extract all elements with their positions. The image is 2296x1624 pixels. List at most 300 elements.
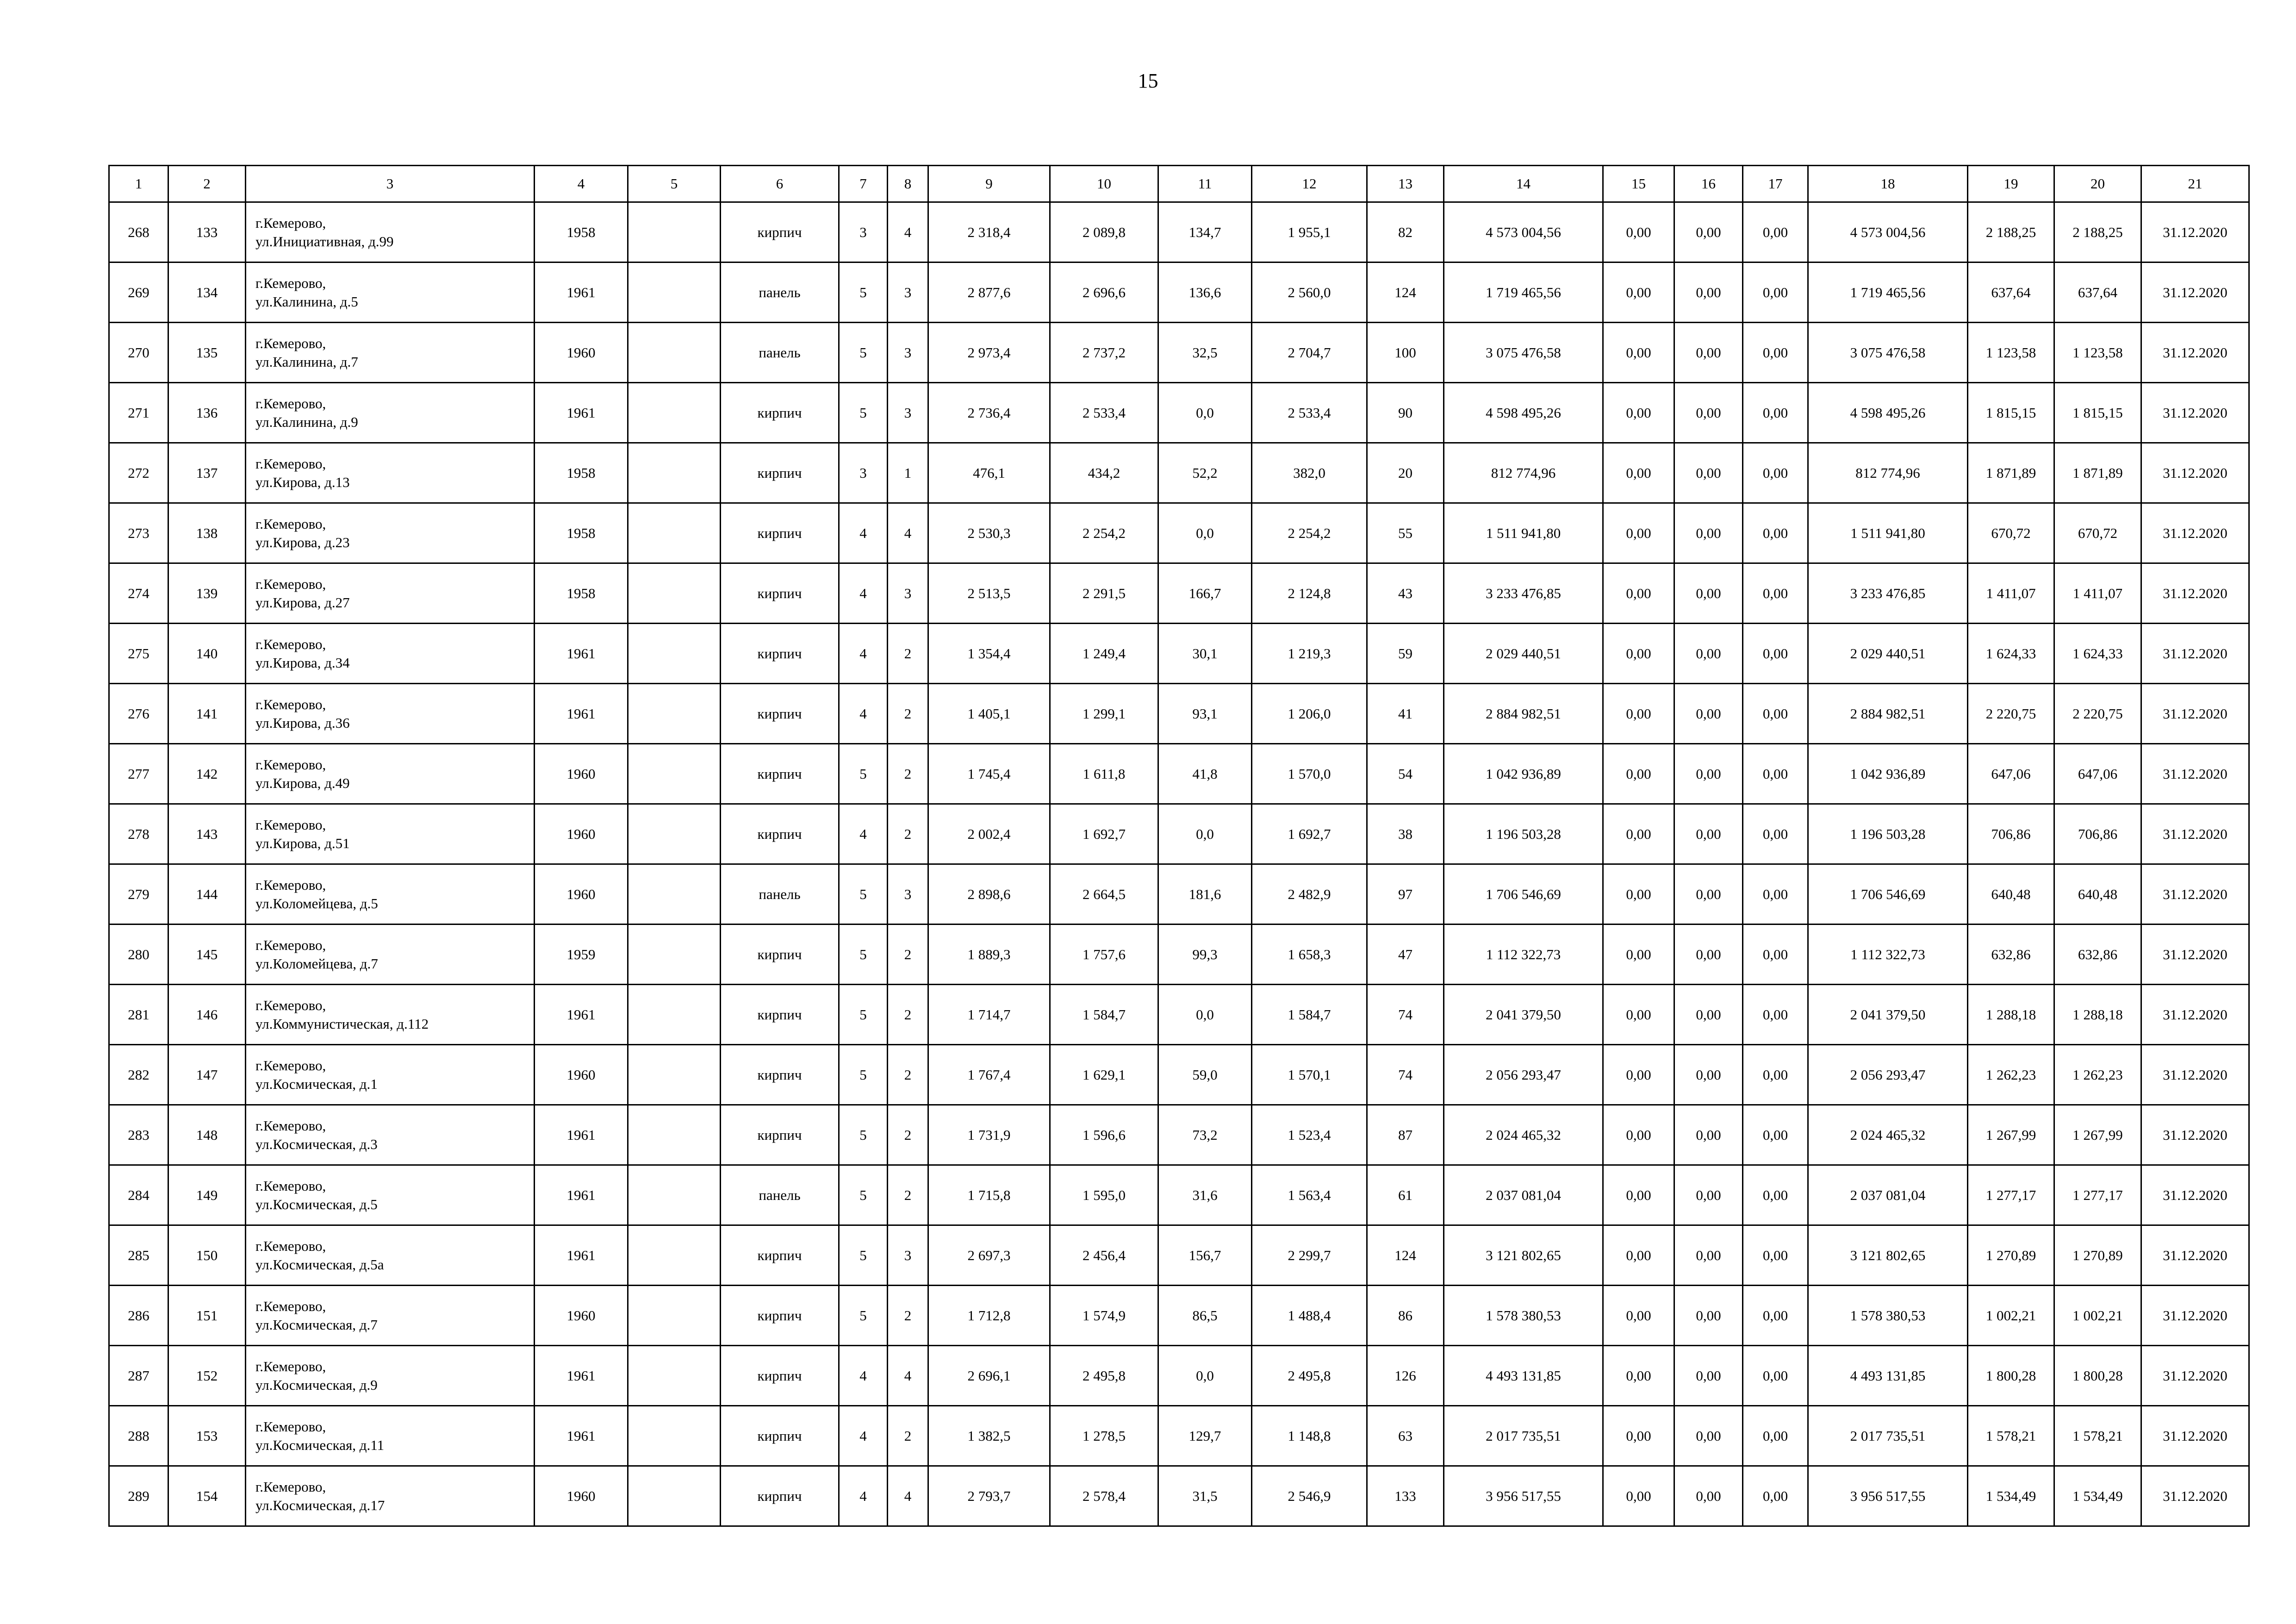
completion-date-cell: 31.12.2020 [2141,924,2249,985]
total-area-cell: 2 697,3 [928,1225,1050,1286]
page-number: 15 [1138,69,1158,92]
address-cell [246,1045,535,1105]
column-5-cell [628,443,721,503]
address-city: г.Кемерово, [255,575,326,592]
address-city: г.Кемерово, [255,1237,326,1254]
cost-local-cell: 0,00 [1743,1346,1808,1406]
wall-material-cell: кирпич [721,804,839,864]
column-5-cell [628,383,721,443]
entrances-count-cell: 4 [888,1346,928,1406]
cost-region-cell: 0,00 [1674,1286,1743,1346]
address-street: ул.Космическая, д.1 [255,1075,378,1092]
completion-date-cell: 31.12.2020 [2141,503,2249,563]
total-area-cell: 1 712,8 [928,1286,1050,1346]
non-living-area-cell: 136,6 [1158,262,1252,323]
living-area-cell: 1 629,1 [1050,1045,1158,1105]
floors-count-cell: 4 [839,503,888,563]
max-cost-per-sqm-cell: 1 277,17 [2054,1165,2141,1225]
list-number-cell: 135 [168,323,246,383]
row-number-cell: 273 [109,503,168,563]
total-cost-cell: 3 075 476,58 [1444,323,1603,383]
cost-region-cell: 0,00 [1674,684,1743,744]
completion-date-cell: 31.12.2020 [2141,744,2249,804]
cost-per-sqm-cell: 2 188,25 [1968,202,2054,262]
non-living-area-cell: 31,6 [1158,1165,1252,1225]
floors-count-cell: 5 [839,1286,888,1346]
completion-date-cell: 31.12.2020 [2141,1225,2249,1286]
floors-count-cell: 5 [839,924,888,985]
row-number-cell: 288 [109,1406,168,1466]
total-area-cell: 1 767,4 [928,1045,1050,1105]
residential-area-cell: 2 124,8 [1252,563,1367,624]
wall-material-cell: кирпич [721,684,839,744]
address-city: г.Кемерово, [255,1478,326,1495]
year-built-cell: 1958 [535,563,628,624]
column-5-cell [628,1466,721,1526]
total-area-cell: 2 530,3 [928,503,1050,563]
row-number-cell: 281 [109,985,168,1045]
residential-area-cell: 2 546,9 [1252,1466,1367,1526]
cost-fund-cell: 0,00 [1603,1165,1674,1225]
address-street: ул.Калинина, д.9 [255,413,358,430]
cost-fund-cell: 0,00 [1603,503,1674,563]
entrances-count-cell: 2 [888,684,928,744]
non-living-area-cell: 181,6 [1158,864,1252,924]
cost-owners-cell: 2 017 735,51 [1808,1406,1968,1466]
residents-count-cell: 90 [1367,383,1444,443]
completion-date-cell: 31.12.2020 [2141,323,2249,383]
living-area-cell: 2 456,4 [1050,1225,1158,1286]
total-cost-cell: 2 884 982,51 [1444,684,1603,744]
housing-registry-table [108,165,2250,1527]
cost-per-sqm-cell: 1 815,15 [1968,383,2054,443]
cost-owners-cell: 4 598 495,26 [1808,383,1968,443]
cost-owners-cell: 1 042 936,89 [1808,744,1968,804]
cost-local-cell: 0,00 [1743,1165,1808,1225]
wall-material-cell: кирпич [721,503,839,563]
cost-local-cell: 0,00 [1743,1466,1808,1526]
cost-local-cell: 0,00 [1743,864,1808,924]
cost-owners-cell: 3 956 517,55 [1808,1466,1968,1526]
row-number-cell: 289 [109,1466,168,1526]
table-body [109,166,2249,1526]
living-area-cell: 2 737,2 [1050,323,1158,383]
row-number-cell: 268 [109,202,168,262]
cost-local-cell: 0,00 [1743,684,1808,744]
max-cost-per-sqm-cell: 1 578,21 [2054,1406,2141,1466]
list-number-cell: 151 [168,1286,246,1346]
residential-area-cell: 1 584,7 [1252,985,1367,1045]
address-city: г.Кемерово, [255,515,326,532]
address-city: г.Кемерово, [255,816,326,833]
column-5-cell [628,744,721,804]
table-header-row [109,166,2249,202]
total-area-cell: 1 382,5 [928,1406,1050,1466]
max-cost-per-sqm-cell: 2 220,75 [2054,684,2141,744]
living-area-cell: 2 495,8 [1050,1346,1158,1406]
year-built-cell: 1960 [535,1286,628,1346]
total-cost-cell: 1 112 322,73 [1444,924,1603,985]
column-5-cell [628,1346,721,1406]
floors-count-cell: 5 [839,262,888,323]
floors-count-cell: 5 [839,1165,888,1225]
column-header-14: 14 [1444,166,1603,202]
address-cell [246,383,535,443]
non-living-area-cell: 0,0 [1158,804,1252,864]
column-header-7: 7 [839,166,888,202]
cost-region-cell: 0,00 [1674,323,1743,383]
cost-local-cell: 0,00 [1743,1286,1808,1346]
cost-fund-cell: 0,00 [1603,383,1674,443]
residential-area-cell: 1 658,3 [1252,924,1367,985]
address-city: г.Кемерово, [255,756,326,773]
non-living-area-cell: 86,5 [1158,1286,1252,1346]
table-row [109,1105,2249,1165]
floors-count-cell: 4 [839,1406,888,1466]
living-area-cell: 1 757,6 [1050,924,1158,985]
address-cell [246,684,535,744]
list-number-cell: 134 [168,262,246,323]
non-living-area-cell: 32,5 [1158,323,1252,383]
column-5-cell [628,1286,721,1346]
entrances-count-cell: 3 [888,383,928,443]
cost-fund-cell: 0,00 [1603,443,1674,503]
entrances-count-cell: 3 [888,262,928,323]
row-number-cell: 279 [109,864,168,924]
address-city: г.Кемерово, [255,636,326,652]
address-city: г.Кемерово, [255,395,326,412]
address-cell [246,1225,535,1286]
address-street: ул.Коломейцева, д.7 [255,955,378,972]
residents-count-cell: 82 [1367,202,1444,262]
address-cell [246,1286,535,1346]
residents-count-cell: 55 [1367,503,1444,563]
address-city: г.Кемерово, [255,1298,326,1314]
residential-area-cell: 1 206,0 [1252,684,1367,744]
entrances-count-cell: 2 [888,1165,928,1225]
max-cost-per-sqm-cell: 1 123,58 [2054,323,2141,383]
wall-material-cell: кирпич [721,202,839,262]
total-cost-cell: 1 196 503,28 [1444,804,1603,864]
living-area-cell: 2 533,4 [1050,383,1158,443]
residents-count-cell: 126 [1367,1346,1444,1406]
year-built-cell: 1961 [535,262,628,323]
cost-per-sqm-cell: 1 270,89 [1968,1225,2054,1286]
table-row [109,1346,2249,1406]
wall-material-cell: кирпич [721,563,839,624]
completion-date-cell: 31.12.2020 [2141,1165,2249,1225]
row-number-cell: 287 [109,1346,168,1406]
cost-per-sqm-cell: 1 123,58 [1968,323,2054,383]
row-number-cell: 280 [109,924,168,985]
wall-material-cell: панель [721,864,839,924]
completion-date-cell: 31.12.2020 [2141,1286,2249,1346]
residential-area-cell: 1 570,0 [1252,744,1367,804]
row-number-cell: 284 [109,1165,168,1225]
max-cost-per-sqm-cell: 1 270,89 [2054,1225,2141,1286]
row-number-cell: 286 [109,1286,168,1346]
living-area-cell: 1 299,1 [1050,684,1158,744]
year-built-cell: 1961 [535,383,628,443]
address-city: г.Кемерово, [255,275,326,291]
address-city: г.Кемерово, [255,937,326,953]
cost-local-cell: 0,00 [1743,202,1808,262]
cost-region-cell: 0,00 [1674,744,1743,804]
completion-date-cell: 31.12.2020 [2141,262,2249,323]
cost-owners-cell: 1 578 380,53 [1808,1286,1968,1346]
column-5-cell [628,924,721,985]
residential-area-cell: 382,0 [1252,443,1367,503]
cost-owners-cell: 3 075 476,58 [1808,323,1968,383]
row-number-cell: 269 [109,262,168,323]
max-cost-per-sqm-cell: 1 534,49 [2054,1466,2141,1526]
total-cost-cell: 1 706 546,69 [1444,864,1603,924]
floors-count-cell: 5 [839,1105,888,1165]
address-city: г.Кемерово, [255,1177,326,1194]
total-area-cell: 2 513,5 [928,563,1050,624]
living-area-cell: 1 249,4 [1050,624,1158,684]
cost-per-sqm-cell: 1 262,23 [1968,1045,2054,1105]
address-cell [246,503,535,563]
row-number-cell: 283 [109,1105,168,1165]
address-street: ул.Кирова, д.36 [255,714,350,731]
list-number-cell: 147 [168,1045,246,1105]
cost-per-sqm-cell: 647,06 [1968,744,2054,804]
cost-per-sqm-cell: 640,48 [1968,864,2054,924]
cost-fund-cell: 0,00 [1603,684,1674,744]
residential-area-cell: 1 219,3 [1252,624,1367,684]
column-5-cell [628,1406,721,1466]
table-row [109,864,2249,924]
column-5-cell [628,1165,721,1225]
cost-owners-cell: 1 706 546,69 [1808,864,1968,924]
cost-region-cell: 0,00 [1674,503,1743,563]
column-header-12: 12 [1252,166,1367,202]
non-living-area-cell: 73,2 [1158,1105,1252,1165]
column-header-13: 13 [1367,166,1444,202]
cost-region-cell: 0,00 [1674,563,1743,624]
max-cost-per-sqm-cell: 1 411,07 [2054,563,2141,624]
address-street: ул.Калинина, д.5 [255,293,358,310]
completion-date-cell: 31.12.2020 [2141,804,2249,864]
list-number-cell: 141 [168,684,246,744]
non-living-area-cell: 166,7 [1158,563,1252,624]
column-header-19: 19 [1968,166,2054,202]
year-built-cell: 1960 [535,323,628,383]
entrances-count-cell: 2 [888,624,928,684]
total-cost-cell: 2 029 440,51 [1444,624,1603,684]
column-header-5: 5 [628,166,721,202]
address-cell [246,563,535,624]
column-5-cell [628,864,721,924]
entrances-count-cell: 2 [888,1045,928,1105]
floors-count-cell: 5 [839,985,888,1045]
max-cost-per-sqm-cell: 706,86 [2054,804,2141,864]
address-street: ул.Кирова, д.27 [255,594,350,611]
cost-owners-cell: 4 493 131,85 [1808,1346,1968,1406]
floors-count-cell: 4 [839,1346,888,1406]
residents-count-cell: 47 [1367,924,1444,985]
table-row [109,262,2249,323]
column-5-cell [628,503,721,563]
cost-owners-cell: 1 719 465,56 [1808,262,1968,323]
completion-date-cell: 31.12.2020 [2141,864,2249,924]
cost-region-cell: 0,00 [1674,1346,1743,1406]
column-header-21: 21 [2141,166,2249,202]
total-cost-cell: 4 573 004,56 [1444,202,1603,262]
cost-region-cell: 0,00 [1674,262,1743,323]
total-cost-cell: 3 233 476,85 [1444,563,1603,624]
address-street: ул.Кирова, д.51 [255,835,350,851]
completion-date-cell: 31.12.2020 [2141,1406,2249,1466]
cost-region-cell: 0,00 [1674,1165,1743,1225]
wall-material-cell: кирпич [721,924,839,985]
cost-local-cell: 0,00 [1743,323,1808,383]
total-area-cell: 1 354,4 [928,624,1050,684]
wall-material-cell: кирпич [721,624,839,684]
row-number-cell: 274 [109,563,168,624]
residents-count-cell: 20 [1367,443,1444,503]
address-cell [246,202,535,262]
entrances-count-cell: 2 [888,804,928,864]
living-area-cell: 2 089,8 [1050,202,1158,262]
floors-count-cell: 5 [839,744,888,804]
cost-fund-cell: 0,00 [1603,262,1674,323]
cost-per-sqm-cell: 670,72 [1968,503,2054,563]
non-living-area-cell: 0,0 [1158,383,1252,443]
living-area-cell: 2 696,6 [1050,262,1158,323]
address-city: г.Кемерово, [255,455,326,472]
cost-region-cell: 0,00 [1674,1466,1743,1526]
cost-fund-cell: 0,00 [1603,985,1674,1045]
column-5-cell [628,985,721,1045]
completion-date-cell: 31.12.2020 [2141,202,2249,262]
residential-area-cell: 2 495,8 [1252,1346,1367,1406]
residential-area-cell: 1 488,4 [1252,1286,1367,1346]
entrances-count-cell: 2 [888,1286,928,1346]
cost-per-sqm-cell: 2 220,75 [1968,684,2054,744]
residents-count-cell: 86 [1367,1286,1444,1346]
year-built-cell: 1960 [535,804,628,864]
year-built-cell: 1960 [535,1466,628,1526]
total-cost-cell: 3 956 517,55 [1444,1466,1603,1526]
total-cost-cell: 2 056 293,47 [1444,1045,1603,1105]
row-number-cell: 282 [109,1045,168,1105]
cost-local-cell: 0,00 [1743,985,1808,1045]
column-header-9: 9 [928,166,1050,202]
total-area-cell: 476,1 [928,443,1050,503]
row-number-cell: 285 [109,1225,168,1286]
cost-per-sqm-cell: 1 871,89 [1968,443,2054,503]
total-area-cell: 2 318,4 [928,202,1050,262]
living-area-cell: 1 596,6 [1050,1105,1158,1165]
address-cell [246,864,535,924]
non-living-area-cell: 0,0 [1158,1346,1252,1406]
residents-count-cell: 63 [1367,1406,1444,1466]
living-area-cell: 1 584,7 [1050,985,1158,1045]
column-header-11: 11 [1158,166,1252,202]
total-area-cell: 2 696,1 [928,1346,1050,1406]
year-built-cell: 1961 [535,1105,628,1165]
non-living-area-cell: 134,7 [1158,202,1252,262]
address-cell [246,924,535,985]
cost-local-cell: 0,00 [1743,624,1808,684]
cost-fund-cell: 0,00 [1603,1045,1674,1105]
wall-material-cell: панель [721,1165,839,1225]
table-row [109,1045,2249,1105]
floors-count-cell: 5 [839,1225,888,1286]
column-5-cell [628,1045,721,1105]
total-area-cell: 2 898,6 [928,864,1050,924]
address-city: г.Кемерово, [255,696,326,712]
cost-fund-cell: 0,00 [1603,1466,1674,1526]
address-street: ул.Кирова, д.49 [255,775,350,791]
table-row [109,503,2249,563]
residential-area-cell: 2 482,9 [1252,864,1367,924]
year-built-cell: 1961 [535,1165,628,1225]
address-street: ул.Калинина, д.7 [255,353,358,370]
max-cost-per-sqm-cell: 637,64 [2054,262,2141,323]
residential-area-cell: 1 148,8 [1252,1406,1367,1466]
table-row [109,684,2249,744]
cost-fund-cell: 0,00 [1603,1105,1674,1165]
wall-material-cell: кирпич [721,1406,839,1466]
non-living-area-cell: 0,0 [1158,985,1252,1045]
residents-count-cell: 41 [1367,684,1444,744]
column-header-4: 4 [535,166,628,202]
total-area-cell: 1 714,7 [928,985,1050,1045]
address-street: ул.Космическая, д.11 [255,1437,385,1453]
floors-count-cell: 3 [839,202,888,262]
cost-owners-cell: 2 029 440,51 [1808,624,1968,684]
address-cell [246,1105,535,1165]
completion-date-cell: 31.12.2020 [2141,684,2249,744]
list-number-cell: 153 [168,1406,246,1466]
cost-fund-cell: 0,00 [1603,744,1674,804]
list-number-cell: 154 [168,1466,246,1526]
column-header-3: 3 [246,166,535,202]
column-5-cell [628,1105,721,1165]
residents-count-cell: 124 [1367,1225,1444,1286]
cost-region-cell: 0,00 [1674,985,1743,1045]
cost-local-cell: 0,00 [1743,924,1808,985]
entrances-count-cell: 2 [888,1406,928,1466]
cost-per-sqm-cell: 1 002,21 [1968,1286,2054,1346]
completion-date-cell: 31.12.2020 [2141,443,2249,503]
cost-fund-cell: 0,00 [1603,1225,1674,1286]
max-cost-per-sqm-cell: 1 267,99 [2054,1105,2141,1165]
list-number-cell: 149 [168,1165,246,1225]
address-city: г.Кемерово, [255,214,326,231]
cost-region-cell: 0,00 [1674,864,1743,924]
cost-owners-cell: 2 884 982,51 [1808,684,1968,744]
row-number-cell: 276 [109,684,168,744]
max-cost-per-sqm-cell: 1 815,15 [2054,383,2141,443]
wall-material-cell: кирпич [721,1286,839,1346]
wall-material-cell: панель [721,262,839,323]
floors-count-cell: 5 [839,383,888,443]
address-street: ул.Космическая, д.5 [255,1196,378,1212]
cost-owners-cell: 1 511 941,80 [1808,503,1968,563]
wall-material-cell: кирпич [721,1225,839,1286]
living-area-cell: 2 291,5 [1050,563,1158,624]
cost-region-cell: 0,00 [1674,1105,1743,1165]
column-header-20: 20 [2054,166,2141,202]
residential-area-cell: 1 570,1 [1252,1045,1367,1105]
total-area-cell: 2 877,6 [928,262,1050,323]
total-area-cell: 1 715,8 [928,1165,1050,1225]
table-row [109,1466,2249,1526]
